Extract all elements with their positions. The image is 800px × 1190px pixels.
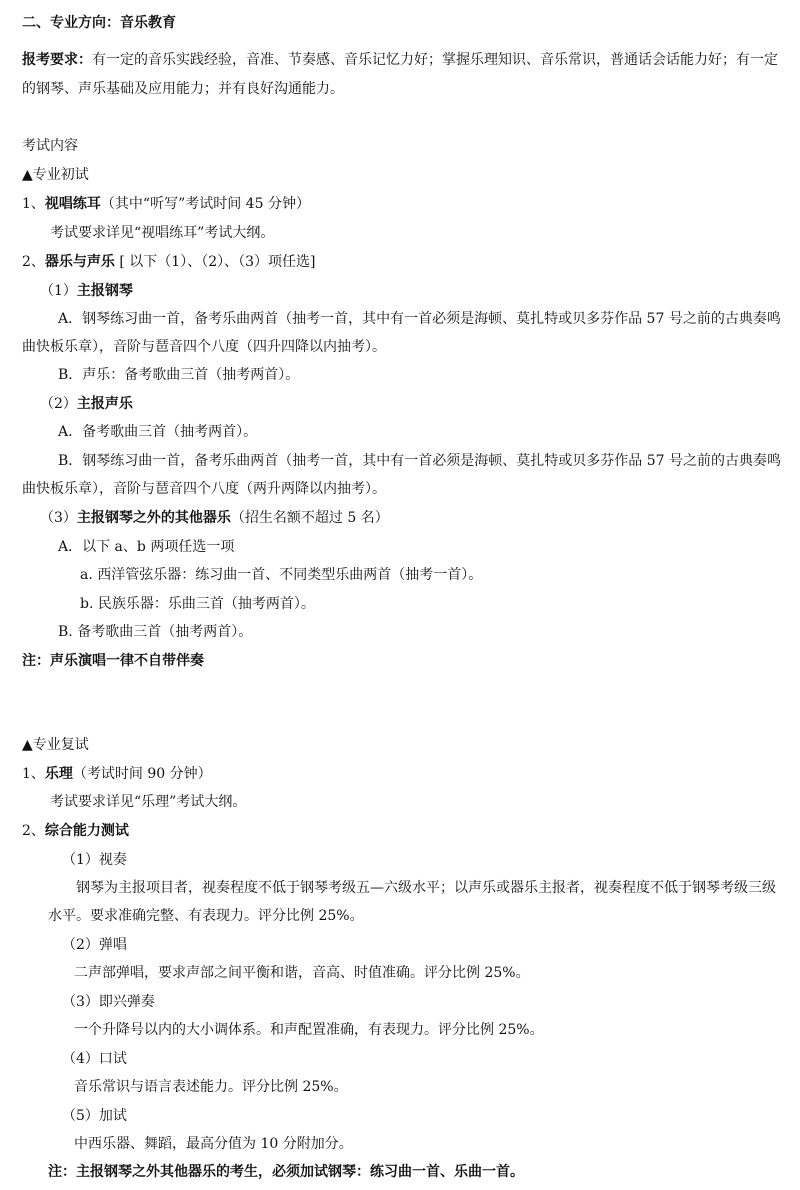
exam-content-heading: 考试内容 xyxy=(22,138,78,154)
requirements-text-1: 有一定的音乐实践经验，音准、节奏感、音乐记忆力好；掌握乐理知识、音乐常识，普通话会话能力好；有一定 xyxy=(92,52,778,68)
item-title: 综合能力测试 xyxy=(44,823,129,839)
initial-item-1-desc: 考试要求详见“视唱练耳”考试大纲。 xyxy=(50,225,275,241)
initial-item-1 xyxy=(22,194,310,214)
retest-part-4-title: （4）口试 xyxy=(62,1051,127,1067)
item-title: 乐理 xyxy=(44,766,73,782)
retest-item-2 xyxy=(22,821,129,841)
item-note: （其中“听写”考试时间 45 分钟） xyxy=(100,196,310,212)
sub-number: （3） xyxy=(40,510,77,526)
retest-note: 注：主报钢琴之外其他器乐的考生，必须加试钢琴：练习曲一首、乐曲一首。 xyxy=(48,1164,524,1180)
sub-title: 主报钢琴 xyxy=(76,283,133,299)
requirements-line-2: 的钢琴、声乐基础及应用能力；并有良好沟通能力。 xyxy=(22,81,344,97)
sub-note: （招生名额不超过 5 名） xyxy=(230,510,389,526)
retest-part-3-title: （3）即兴弹奏 xyxy=(62,994,155,1010)
sub-3-a: a. 西洋管弦乐器：练习曲一首、不同类型乐曲两首（抽考一首）。 xyxy=(80,567,483,583)
item-number: 1、 xyxy=(22,196,45,212)
item-title: 视唱练耳 xyxy=(44,196,101,212)
sub-1 xyxy=(40,281,133,301)
section-title: 二、专业方向：音乐教育 xyxy=(22,15,176,31)
sub-title: 主报钢琴之外的其他器乐 xyxy=(76,510,231,526)
requirements-label: 报考要求： xyxy=(22,52,92,68)
sub-1-A-line-2: 曲快板乐章），音阶与琶音四个八度（四升四降以内抽考）。 xyxy=(22,339,386,355)
initial-item-2 xyxy=(22,252,315,272)
retest-item-1-desc: 考试要求详见“乐理”考试大纲。 xyxy=(50,794,247,810)
sub-2 xyxy=(40,394,133,414)
item-number: 2、 xyxy=(22,254,45,270)
retest-item-1 xyxy=(22,764,212,784)
sub-3-B: B. 备考歌曲三首（抽考两首）。 xyxy=(58,624,253,640)
item-title: 器乐与声乐 xyxy=(44,254,115,270)
item-note: （考试时间 90 分钟） xyxy=(72,766,212,782)
retest-part-2-text: 二声部弹唱，要求声部之间平衡和谐，音高、时值准确。评分比例 25%。 xyxy=(74,965,530,981)
sub-3 xyxy=(40,508,389,528)
sub-number: （2） xyxy=(40,396,77,412)
retest-part-1-text-2: 水平。要求准确完整、有表现力。评分比例 25%。 xyxy=(48,908,364,924)
sub-1-B: B．声乐：备考歌曲三首（抽考两首）。 xyxy=(58,367,300,383)
requirements-line-1 xyxy=(22,50,778,70)
sub-3-A: A．以下 a、b 两项任选一项 xyxy=(58,539,235,555)
sub-2-B-line-1: B．钢琴练习曲一首，备考乐曲两首（抽考一首，其中有一首必须是海顿、莫扎特或贝多芬作品 57 号之前的古典奏鸣 xyxy=(58,453,781,469)
retest-part-1-title: （1）视奏 xyxy=(62,852,127,868)
retest-heading: ▲专业复试 xyxy=(22,737,89,753)
item-number: 1、 xyxy=(22,766,45,782)
item-note: [ 以下（1）、（2）、（3）项任选] xyxy=(114,254,316,270)
retest-part-2-title: （2）弹唱 xyxy=(62,937,127,953)
item-number: 2、 xyxy=(22,823,45,839)
sub-2-A: A．备考歌曲三首（抽考两首）。 xyxy=(58,424,258,440)
retest-part-4-text: 音乐常识与语言表述能力。评分比例 25%。 xyxy=(74,1079,348,1095)
retest-part-5-text: 中西乐器、舞蹈，最高分值为 10 分附加分。 xyxy=(74,1136,353,1152)
sub-title: 主报声乐 xyxy=(76,396,133,412)
sub-number: （1） xyxy=(40,283,77,299)
retest-part-1-text-1: 钢琴为主报项目者，视奏程度不低于钢琴考级五—六级水平；以声乐或器乐主报者，视奏程度不低于钢琴考级三级 xyxy=(76,880,776,896)
initial-exam-heading: ▲专业初试 xyxy=(22,167,89,183)
sub-1-A-line-1: A．钢琴练习曲一首，备考乐曲两首（抽考一首，其中有一首必须是海顿、莫扎特或贝多芬作品 57 号之前的古典奏鸣 xyxy=(58,311,781,327)
retest-part-3-text: 一个升降号以内的大小调体系。和声配置准确，有表现力。评分比例 25%。 xyxy=(74,1022,544,1038)
sub-3-b: b. 民族乐器：乐曲三首（抽考两首）。 xyxy=(80,596,315,612)
retest-part-5-title: （5）加试 xyxy=(62,1108,127,1124)
sub-2-B-line-2: 曲快板乐章），音阶与琶音四个八度（两升两降以内抽考）。 xyxy=(22,481,386,497)
initial-note: 注：声乐演唱一律不自带伴奏 xyxy=(22,653,204,669)
